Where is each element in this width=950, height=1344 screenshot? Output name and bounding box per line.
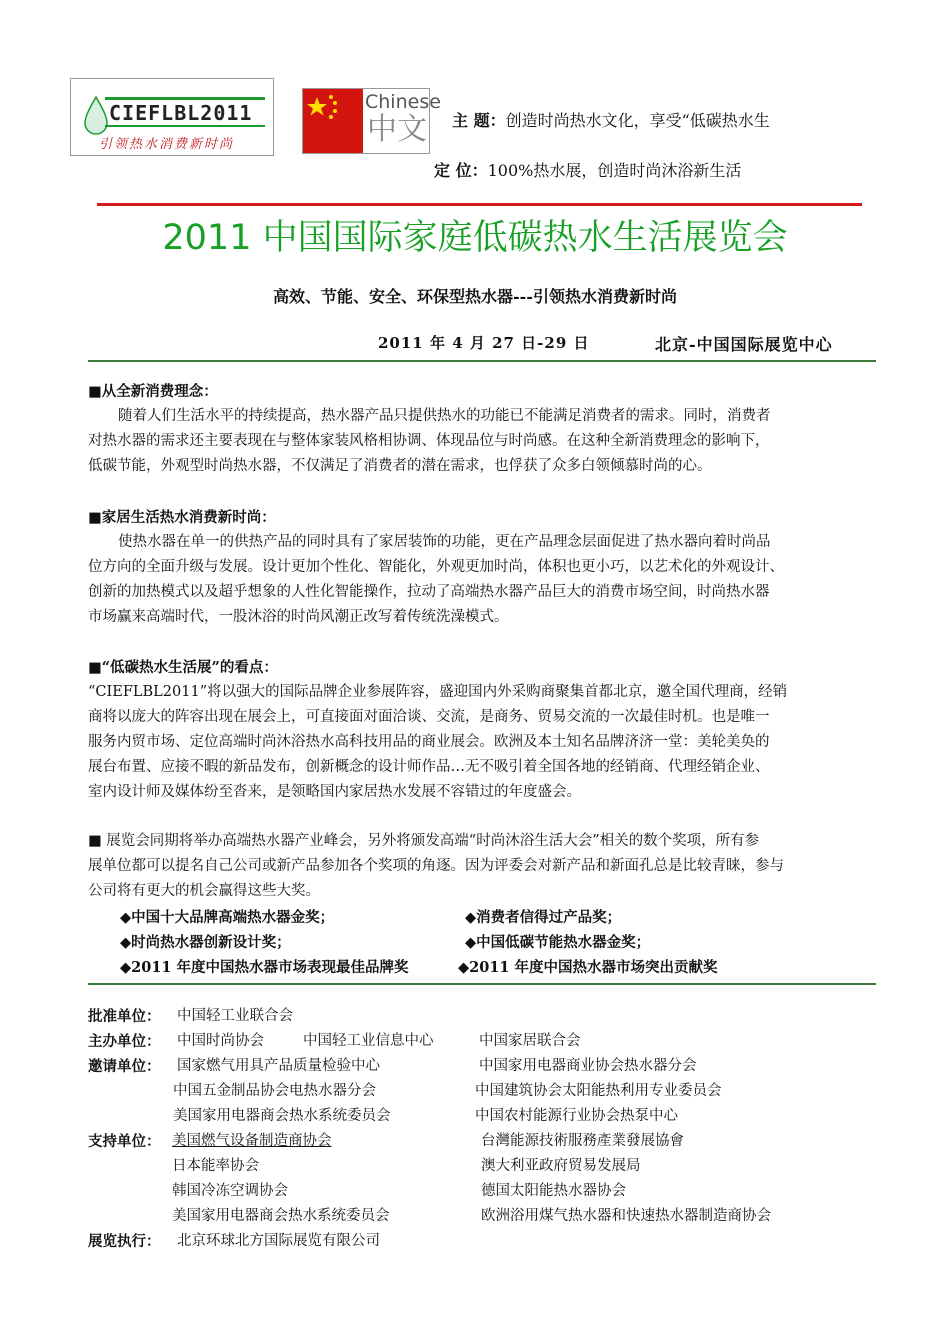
host-label: 主办单位： [88, 1033, 161, 1050]
invited-org: 中国五金制品协会电热水器分会 [173, 1083, 376, 1099]
support-label: 支持单位： [88, 1133, 161, 1150]
host-org: 中国时尚协会 [177, 1033, 264, 1049]
supporter-org: 台灣能源技術服務產業發展協會 [481, 1133, 684, 1149]
exec-label: 展览执行： [88, 1233, 161, 1250]
section-highlights [88, 655, 876, 805]
invited-org: 国家燃气用具产品质量检验中心 [177, 1058, 380, 1074]
supporter-org: 美国家用电器商会热水系统委员会 [172, 1208, 390, 1224]
paragraph-line: 室内设计师及媒体纷至沓来，是领略国内家居热水发展不容错过的年度盛会。 [88, 784, 581, 800]
section-title: ■“低碳热水生活展”的看点： [88, 659, 278, 676]
paragraph-line: 低碳节能，外观型时尚热水器，不仅满足了消费者的潜在需求，也俘获了众多白领倾慕时尚的心。 [88, 458, 712, 474]
header-divider [97, 203, 862, 206]
logo-bar-bottom [105, 125, 265, 127]
chinese-label-en: Chinese [365, 91, 441, 113]
award-item: ◆中国低碳节能热水器金奖； [465, 934, 651, 951]
logo-slogan: 引领热水消费新时尚 [99, 137, 235, 152]
paragraph-line: 使热水器在单一的供热产品的同时具有了家居装饰的功能，更在产品理念层面促进了热水器向着时尚品 [118, 534, 771, 550]
invite-label: 邀请单位： [88, 1058, 161, 1075]
supporter-org: 澳大利亚政府贸易发展局 [481, 1158, 641, 1174]
supporter-org: 德国太阳能热水器协会 [481, 1183, 626, 1199]
theme-line [452, 108, 770, 131]
position-text: 100%热水展，创造时尚沐浴新生活 [487, 161, 742, 180]
position-label: 定 位： [434, 161, 488, 180]
approval-org: 中国轻工业联合会 [177, 1008, 293, 1024]
logo-text: CIEFLBL2011 [109, 101, 253, 125]
paragraph-line: 市场赢来高端时代，一股沐浴的时尚风潮正改写着传统洗澡模式。 [88, 609, 509, 625]
exhibition-logo [70, 78, 274, 156]
host-org: 中国轻工业信息中心 [303, 1033, 434, 1049]
award-item: ◆时尚热水器创新设计奖； [120, 934, 291, 951]
theme-label: 主 题： [452, 111, 506, 130]
page-title: 2011 中国国际家庭低碳热水生活展览会 [162, 218, 788, 258]
page-subtitle: 高效、节能、安全、环保型热水器---引领热水消费新时尚 [273, 287, 677, 306]
theme-text: 创造时尚热水文化，享受“低碳热水生 [505, 111, 770, 130]
award-item: ◆2011 年度中国热水器市场突出贡献奖 [458, 959, 718, 976]
supporter-org: 美国燃气设备制造商协会 [172, 1133, 332, 1149]
invited-org: 中国建筑协会太阳能热利用专业委员会 [475, 1083, 722, 1099]
host-org: 中国家居联合会 [479, 1033, 581, 1049]
china-flag-icon [303, 89, 363, 153]
invited-org: 美国家用电器商会热水系统委员会 [173, 1108, 391, 1124]
section-consumption-concept [88, 379, 876, 479]
paragraph-line: ■ 展览会同期将举办高端热水器产业峰会，另外将颁发高端“时尚沐浴生活大会”相关的数个奖项，所有参 [88, 833, 760, 849]
section-title: ■从全新消费理念： [88, 383, 218, 400]
approval-label: 批准单位： [88, 1008, 161, 1025]
paragraph-line: 位方向的全面升级与发展。设计更加个性化、智能化，外观更加时尚，体积也更小巧，以艺术化的外观设计、 [88, 559, 784, 575]
section-home-trend [88, 505, 876, 630]
exec-org: 北京环球北方国际展览有限公司 [177, 1233, 380, 1249]
paragraph-line: 服务内贸市场、定位高端时尚沐浴热水高科技用品的商业展会。欧洲及本土知名品牌济济一堂：美轮美奂的 [88, 734, 770, 750]
footer-divider [88, 983, 876, 985]
paragraph-line: 对热水器的需求还主要表现在与整体家装风格相协调、体现品位与时尚感。在这种全新消费理念的影响下， [88, 433, 770, 449]
paragraph-line: 展台布置、应接不暇的新品发布，创新概念的设计师作品…无不吸引着全国各地的经销商、代理经销企业、 [88, 759, 770, 775]
event-venue: 北京-中国国际展览中心 [655, 335, 833, 354]
water-drop-icon [81, 95, 111, 135]
paragraph-line: 商将以庞大的阵容出现在展会上，可直接面对面洽谈、交流，是商务、贸易交流的一次最佳时机。也是唯一 [88, 709, 770, 725]
supporter-org: 欧洲浴用煤气热水器和快速热水器制造商协会 [481, 1208, 771, 1224]
paragraph-line: 随着人们生活水平的持续提高，热水器产品只提供热水的功能已不能满足消费者的需求。同时，消费者 [118, 408, 771, 424]
event-date: 2011 年 4 月 27 日-29 日 [378, 334, 590, 352]
invited-org: 中国家用电器商业协会热水器分会 [479, 1058, 697, 1074]
supporter-org: 韩国冷冻空调协会 [172, 1183, 288, 1199]
section-title: ■家居生活热水消费新时尚： [88, 509, 276, 526]
language-chinese-link[interactable] [302, 88, 441, 154]
supporter-org: 日本能率协会 [172, 1158, 259, 1174]
award-item: ◆2011 年度中国热水器市场表现最佳品牌奖 [120, 959, 409, 976]
paragraph-line: 公司将有更大的机会赢得这些大奖。 [88, 883, 320, 899]
award-item: ◆消费者信得过产品奖； [465, 909, 622, 926]
paragraph-line: “CIEFLBL2011”将以强大的国际品牌企业参展阵容，盛迎国内外采购商聚集首都北京，邀全国代理商，经销 [88, 684, 788, 700]
paragraph-line: 展单位都可以提名自己公司或新产品参加各个奖项的角逐。因为评委会对新产品和新面孔总是比较青睐，参与 [88, 858, 784, 874]
content-divider [88, 360, 876, 362]
paragraph-line: 创新的加热模式以及超乎想象的人性化智能操作，拉动了高端热水器产品巨大的消费市场空间，时尚热水器 [88, 584, 770, 600]
logo-bar-top [105, 97, 265, 100]
chinese-label-zh: 中文 [367, 112, 427, 147]
award-item: ◆中国十大品牌高端热水器金奖； [120, 909, 335, 926]
invited-org: 中国农村能源行业协会热泵中心 [475, 1108, 678, 1124]
section-awards-intro [88, 829, 876, 904]
position-line [434, 158, 741, 181]
